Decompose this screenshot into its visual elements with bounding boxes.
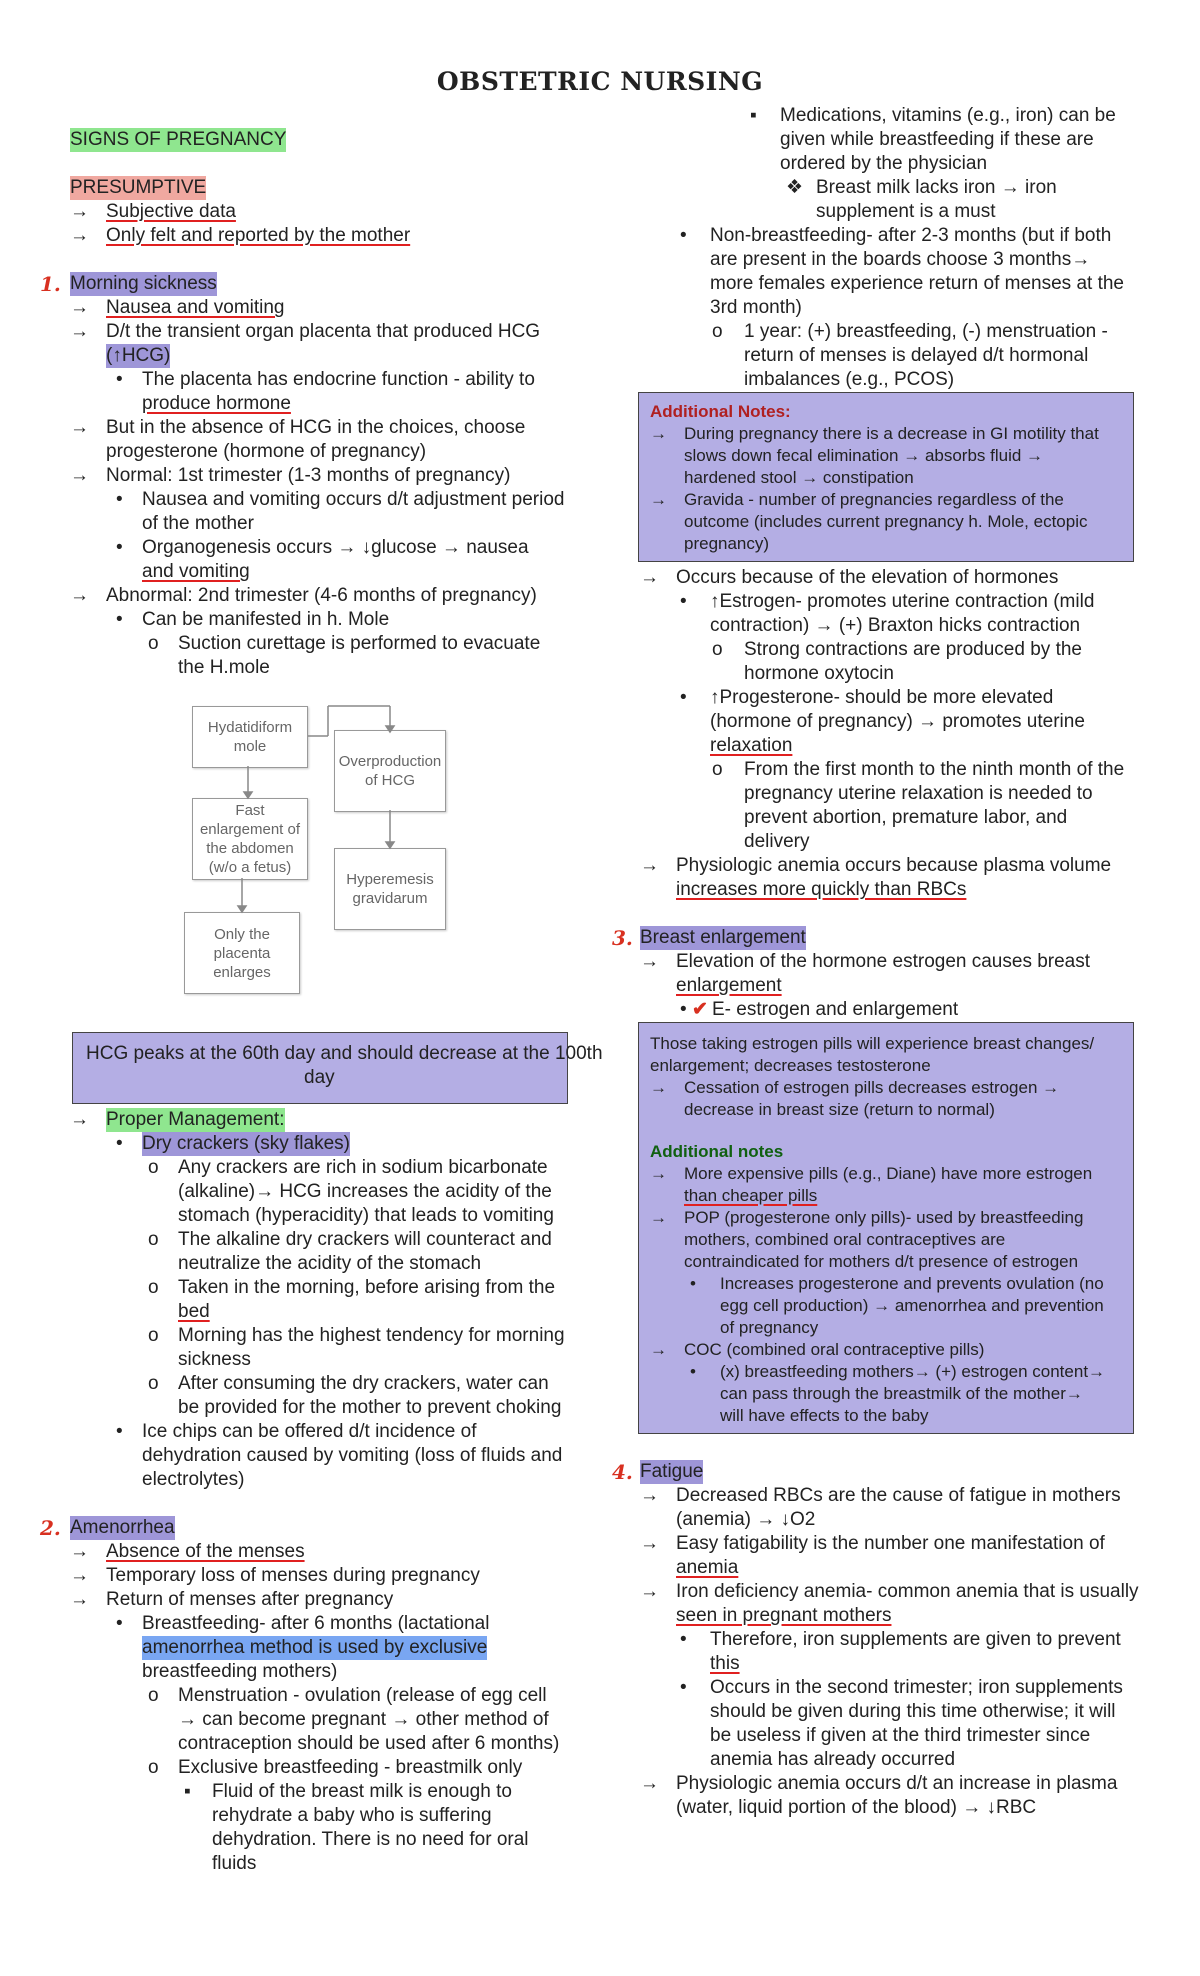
text: are present in the boards choose 3 months→ bbox=[710, 249, 1091, 270]
text: electrolytes) bbox=[142, 1469, 245, 1490]
text: Ice chips can be offered d/t incidence of bbox=[142, 1421, 477, 1442]
item-number: 4. bbox=[612, 1460, 633, 1484]
text: 1 year: (+) breastfeeding, (-) menstruation - bbox=[744, 321, 1108, 342]
circle-bullet-icon: o bbox=[148, 1373, 159, 1394]
text: Any crackers are rich in sodium bicarbonate bbox=[178, 1157, 548, 1178]
arrow-icon: → bbox=[650, 1340, 667, 1359]
text: should be given during this time otherwise; it will bbox=[710, 1701, 1116, 1722]
text: given while breastfeeding if these are bbox=[780, 129, 1094, 150]
text: Breastfeeding- after 6 months (lactational bbox=[142, 1613, 490, 1634]
text: decrease in breast size (return to normal) bbox=[684, 1100, 995, 1119]
text-only-felt: Only felt and reported by the mother bbox=[106, 225, 411, 246]
text: Nausea and vomiting occurs d/t adjustment period bbox=[142, 489, 565, 510]
text: Fluid of the breast milk is enough to bbox=[212, 1781, 512, 1802]
arrow-icon: → bbox=[70, 201, 89, 222]
text: Can be manifested in h. Mole bbox=[142, 609, 390, 630]
bullet-icon: • bbox=[116, 1133, 123, 1154]
text: Temporary loss of menses during pregnancy bbox=[106, 1565, 480, 1586]
text: relaxation bbox=[710, 735, 793, 756]
arrow-icon: → bbox=[70, 417, 89, 438]
text: Those taking estrogen pills will experience breast changes/ bbox=[650, 1034, 1095, 1053]
heading-signs: SIGNS OF PREGNANCY bbox=[70, 129, 287, 150]
circle-bullet-icon: o bbox=[712, 759, 723, 780]
circle-bullet-icon: o bbox=[148, 1157, 159, 1178]
text: The alkaline dry crackers will counteract and bbox=[178, 1229, 552, 1250]
bullet-icon: • bbox=[680, 591, 687, 612]
text: can pass through the breastmilk of the mother→ bbox=[720, 1384, 1083, 1403]
text: stomach (hyperacidity) that leads to vomiting bbox=[178, 1205, 554, 1226]
text: neutralize the acidity of the stomach bbox=[178, 1253, 482, 1274]
text: → can become pregnant → other method of bbox=[178, 1709, 549, 1730]
text: fluids bbox=[212, 1853, 257, 1874]
text: of the mother bbox=[142, 513, 254, 534]
item-number: 3. bbox=[612, 926, 633, 950]
text: From the first month to the ninth month of the bbox=[744, 759, 1125, 780]
text: More expensive pills (e.g., Diane) have more estrogen bbox=[684, 1164, 1093, 1183]
arrow-icon: → bbox=[640, 855, 659, 876]
bullet-icon: • bbox=[680, 687, 687, 708]
circle-bullet-icon: o bbox=[148, 1229, 159, 1250]
text: The placenta has endocrine function - ability to bbox=[142, 369, 535, 390]
text: D/t the transient organ placenta that produced HCG bbox=[106, 321, 541, 342]
heading-proper-management: Proper Management: bbox=[106, 1109, 285, 1130]
text: Iron deficiency anemia- common anemia that is usually bbox=[676, 1581, 1139, 1602]
heading-fatigue: Fatigue bbox=[640, 1461, 704, 1482]
diagram-node-overproduction: Overproduction of HCG bbox=[334, 730, 446, 812]
text: Suction curettage is performed to evacuate bbox=[178, 633, 541, 654]
text: (alkaline)→ HCG increases the acidity of the bbox=[178, 1181, 552, 1202]
text: Organogenesis occurs → ↓glucose → nausea bbox=[142, 537, 529, 558]
text: delivery bbox=[744, 831, 810, 852]
bullet-icon: • bbox=[116, 1613, 123, 1634]
text: Taken in the morning, before arising from the bbox=[178, 1277, 556, 1298]
text: But in the absence of HCG in the choices, choose bbox=[106, 417, 526, 438]
text: contraindicated for mothers d/t presence of estrogen bbox=[684, 1252, 1079, 1271]
arrow-icon: → bbox=[640, 1581, 659, 1602]
arrow-icon: → bbox=[70, 465, 89, 486]
item-number: 1. bbox=[40, 272, 61, 296]
text: Physiologic anemia occurs because plasma volume bbox=[676, 855, 1112, 876]
text: Strong contractions are produced by the bbox=[744, 639, 1082, 660]
text: be provided for the mother to prevent choking bbox=[178, 1397, 562, 1418]
text: Non-breastfeeding- after 2-3 months (but if both bbox=[710, 225, 1112, 246]
text: anemia has already occurred bbox=[710, 1749, 956, 1770]
text: contraction) → (+) Braxton hicks contraction bbox=[710, 615, 1081, 636]
item-number: 2. bbox=[40, 1516, 61, 1540]
diagram-node-fast-enlargement: Fast enlargement of the abdomen (w/o a fetus) bbox=[192, 798, 308, 880]
text: Occurs in the second trimester; iron supplements bbox=[710, 1677, 1123, 1698]
bullet-icon: • bbox=[116, 1421, 123, 1442]
text: Elevation of the hormone estrogen causes breast bbox=[676, 951, 1091, 972]
text: progesterone (hormone of pregnancy) bbox=[106, 441, 427, 462]
text: be useless if given at the third trimester since bbox=[710, 1725, 1091, 1746]
arrow-icon: → bbox=[640, 1485, 659, 1506]
arrow-icon: → bbox=[640, 951, 659, 972]
bullet-icon: • bbox=[690, 1274, 696, 1293]
text: pregnancy uterine relaxation is needed to bbox=[744, 783, 1093, 804]
text: sickness bbox=[178, 1349, 251, 1370]
text-normal: Normal: 1st trimester (1-3 months of pregnancy) bbox=[106, 465, 511, 486]
notes-heading: Additional notes bbox=[650, 1142, 784, 1161]
arrow-icon: → bbox=[640, 567, 659, 588]
text: (x) breastfeeding mothers→ (+) estrogen content→ bbox=[720, 1362, 1106, 1381]
bullet-icon: • bbox=[116, 369, 123, 390]
text: this bbox=[710, 1653, 740, 1674]
text: bed bbox=[178, 1301, 210, 1322]
arrow-icon: → bbox=[70, 1565, 89, 1586]
text: egg cell production) → amenorrhea and prevention bbox=[720, 1296, 1104, 1315]
text: dehydration caused by vomiting (loss of fluids and bbox=[142, 1445, 563, 1466]
bullet-icon: • bbox=[116, 609, 123, 630]
bullet-icon: • bbox=[680, 1629, 687, 1650]
text: POP (progesterone only pills)- used by breastfeeding bbox=[684, 1208, 1084, 1227]
diamond-bullet-icon: ❖ bbox=[786, 177, 804, 198]
arrow-icon: → bbox=[650, 490, 667, 509]
text: produce hormone bbox=[142, 393, 291, 414]
notes-heading: Additional Notes: bbox=[650, 402, 791, 421]
square-bullet-icon: ▪ bbox=[184, 1781, 191, 1802]
text: slows down fecal elimination → absorbs fluid → bbox=[684, 446, 1044, 465]
text: hardened stool → constipation bbox=[684, 468, 914, 487]
diagram-node-placenta-enlarges: Only the placenta enlarges bbox=[184, 912, 300, 994]
arrow-icon: → bbox=[650, 1164, 667, 1183]
text: anemia bbox=[676, 1557, 739, 1578]
text: increases more quickly than RBCs bbox=[676, 879, 967, 900]
arrow-icon: → bbox=[70, 321, 89, 342]
text: hormone oxytocin bbox=[744, 663, 894, 684]
text: Medications, vitamins (e.g., iron) can be bbox=[780, 105, 1116, 126]
bullet-icon: • bbox=[116, 537, 123, 558]
text: amenorrhea method is used by exclusive bbox=[142, 1637, 488, 1658]
text: and vomiting bbox=[142, 561, 250, 582]
text: Increases progesterone and prevents ovulation (no bbox=[720, 1274, 1104, 1293]
bullet-icon: • bbox=[680, 999, 687, 1020]
text: ↑Estrogen- promotes uterine contraction (mild bbox=[710, 591, 1095, 612]
arrow-icon: → bbox=[650, 1208, 667, 1227]
circle-bullet-icon: o bbox=[712, 321, 723, 342]
text: HCG peaks at the 60th day and should decrease at the 100th bbox=[86, 1043, 603, 1064]
text: Absence of the menses bbox=[106, 1541, 305, 1562]
text: Decreased RBCs are the cause of fatigue in mothers bbox=[676, 1485, 1121, 1506]
heading-morning-sickness: Morning sickness bbox=[70, 273, 217, 294]
arrow-icon: → bbox=[70, 225, 89, 246]
text-subjective: Subjective data bbox=[106, 201, 236, 222]
text: After consuming the dry crackers, water can bbox=[178, 1373, 549, 1394]
text: Nausea and vomiting bbox=[106, 297, 285, 318]
heading-amenorrhea: Amenorrhea bbox=[70, 1517, 175, 1538]
text: ↑Progesterone- should be more elevated bbox=[710, 687, 1054, 708]
text: (↑HCG) bbox=[106, 345, 171, 366]
text: will have effects to the baby bbox=[720, 1406, 929, 1425]
text: Occurs because of the elevation of hormones bbox=[676, 567, 1059, 588]
heading-presumptive: PRESUMPTIVE bbox=[70, 177, 207, 198]
text: Physiologic anemia occurs d/t an increase in plasma bbox=[676, 1773, 1118, 1794]
diagram-node-hyperemesis: Hyperemesis gravidarum bbox=[334, 848, 446, 930]
text: return of menses is delayed d/t hormonal bbox=[744, 345, 1089, 366]
text: prevent abortion, premature labor, and bbox=[744, 807, 1068, 828]
text: pregnancy) bbox=[684, 534, 770, 553]
text: (anemia) → ↓O2 bbox=[676, 1509, 816, 1530]
text: Easy fatigability is the number one manifestation of bbox=[676, 1533, 1105, 1554]
circle-bullet-icon: o bbox=[148, 1325, 159, 1346]
bullet-icon: • bbox=[116, 489, 123, 510]
arrow-icon: → bbox=[640, 1773, 659, 1794]
text: imbalances (e.g., PCOS) bbox=[744, 369, 955, 390]
arrow-icon: → bbox=[640, 1533, 659, 1554]
bullet-icon: • bbox=[680, 1677, 687, 1698]
arrow-icon: → bbox=[70, 1589, 89, 1610]
text: supplement is a must bbox=[816, 201, 996, 222]
circle-bullet-icon: o bbox=[148, 1685, 159, 1706]
text: ordered by the physician bbox=[780, 153, 988, 174]
text: COC (combined oral contraceptive pills) bbox=[684, 1340, 985, 1359]
text: Gravida - number of pregnancies regardless of the bbox=[684, 490, 1064, 509]
bullet-icon: • bbox=[680, 225, 687, 246]
bullet-icon: • bbox=[690, 1362, 696, 1381]
text: 3rd month) bbox=[710, 297, 802, 318]
text: (water, liquid portion of the blood) → ↓RBC bbox=[676, 1797, 1037, 1818]
arrow-icon: → bbox=[70, 1109, 89, 1130]
check-icon: ✔ bbox=[692, 999, 708, 1020]
text: enlargement bbox=[676, 975, 782, 996]
text: dehydration. There is no need for oral bbox=[212, 1829, 529, 1850]
arrow-icon: → bbox=[650, 1078, 667, 1097]
square-bullet-icon: ▪ bbox=[750, 105, 757, 126]
text: Dry crackers (sky flakes) bbox=[142, 1133, 350, 1154]
text: of pregnancy bbox=[720, 1318, 819, 1337]
text: Breast milk lacks iron → iron bbox=[816, 177, 1057, 198]
text: mothers, combined oral contraceptives are bbox=[684, 1230, 1006, 1249]
arrow-icon: → bbox=[650, 424, 667, 443]
arrow-icon: → bbox=[70, 1541, 89, 1562]
text: Menstruation - ovulation (release of egg cell bbox=[178, 1685, 547, 1706]
text: Cessation of estrogen pills decreases estrogen → bbox=[684, 1078, 1060, 1097]
text: Therefore, iron supplements are given to prevent bbox=[710, 1629, 1121, 1650]
text: more females experience return of menses at the bbox=[710, 273, 1124, 294]
text: Return of menses after pregnancy bbox=[106, 1589, 394, 1610]
text: contraception should be used after 6 months) bbox=[178, 1733, 560, 1754]
text: seen in pregnant mothers bbox=[676, 1605, 892, 1626]
page-title: OBSTETRIC NURSING bbox=[436, 67, 764, 96]
arrow-icon: → bbox=[70, 297, 89, 318]
circle-bullet-icon: o bbox=[712, 639, 723, 660]
text: outcome (includes current pregnancy h. Mole, ectopic bbox=[684, 512, 1088, 531]
text: breastfeeding mothers) bbox=[142, 1661, 338, 1682]
text: During pregnancy there is a decrease in GI motility that bbox=[684, 424, 1099, 443]
heading-breast-enlargement: Breast enlargement bbox=[640, 927, 806, 948]
diagram-node-hydatidiform: Hydatidiform mole bbox=[192, 706, 308, 768]
text: than cheaper pills bbox=[684, 1186, 818, 1205]
circle-bullet-icon: o bbox=[148, 1757, 159, 1778]
text: Morning has the highest tendency for morning bbox=[178, 1325, 565, 1346]
circle-bullet-icon: o bbox=[148, 633, 159, 654]
text: rehydrate a baby who is suffering bbox=[212, 1805, 492, 1826]
arrow-icon: → bbox=[70, 585, 89, 606]
circle-bullet-icon: o bbox=[148, 1277, 159, 1298]
text: E- estrogen and enlargement bbox=[712, 999, 959, 1020]
text: the H.mole bbox=[178, 657, 270, 678]
text: Exclusive breastfeeding - breastmilk only bbox=[178, 1757, 523, 1778]
diagram-arrows bbox=[180, 690, 470, 1010]
text-abnormal: Abnormal: 2nd trimester (4-6 months of pregnancy) bbox=[106, 585, 537, 606]
text: day bbox=[304, 1067, 335, 1088]
text: enlargement; decreases testosterone bbox=[650, 1056, 931, 1075]
text: (hormone of pregnancy) → promotes uterine bbox=[710, 711, 1085, 732]
